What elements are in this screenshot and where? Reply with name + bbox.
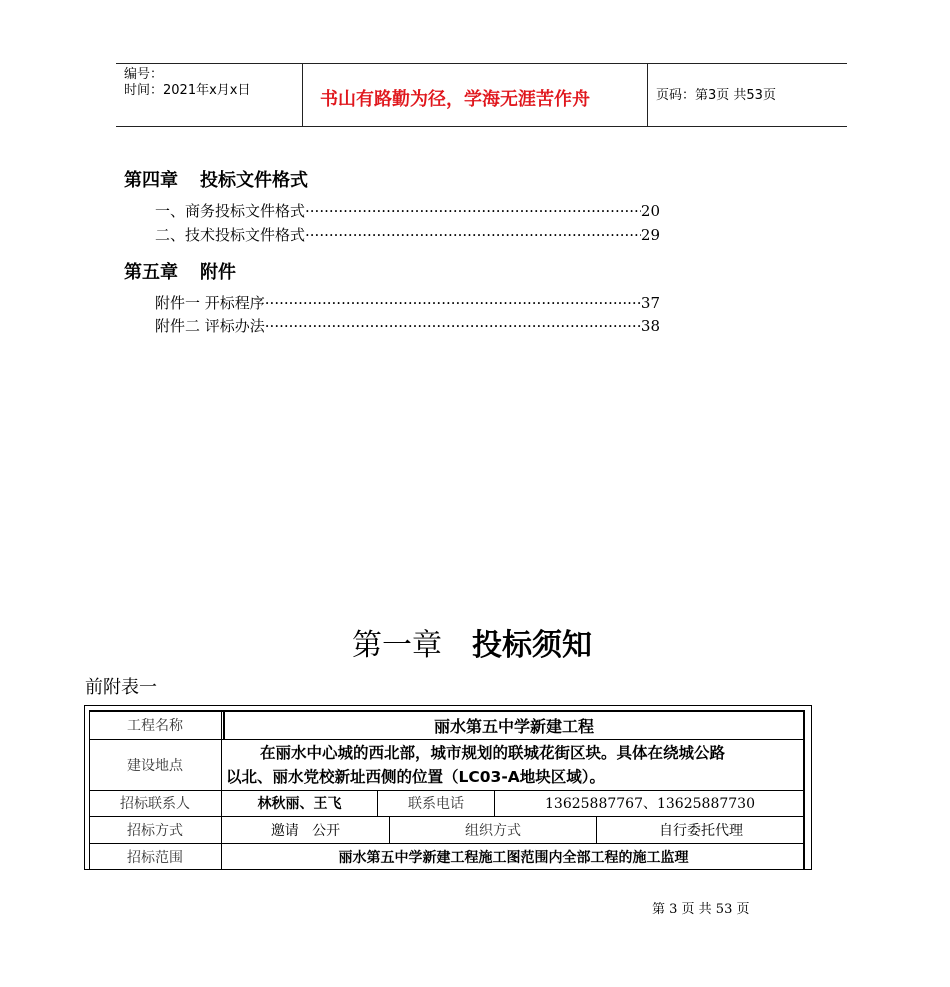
toc-entry-page: 20 <box>640 202 660 220</box>
header-top-rule <box>116 63 847 64</box>
toc-leader-dots <box>265 294 641 312</box>
header-divider-2 <box>647 63 648 126</box>
toc-entry[interactable] <box>155 315 660 337</box>
toc-entry-page: 38 <box>640 317 660 335</box>
toc-chapter-5-title: 附件 <box>200 262 236 283</box>
chapter-1-title: 投标须知 <box>472 628 592 663</box>
toc-chapter-5-heading <box>124 258 236 284</box>
toc-entry-title: 一、商务投标文件格式 <box>155 202 306 220</box>
cell-contact-value: 林秋丽、王飞 <box>257 796 342 812</box>
header-page-info: 页码：第3页 共53页 <box>656 88 776 103</box>
toc-entry-title: 附件一 开标程序 <box>155 294 265 312</box>
location-line-2: 以北、丽水党校新址西侧的位置（LC03-A地块区域）。 <box>226 768 606 786</box>
toc-leader-dots <box>305 202 641 220</box>
toc-leader-dots <box>305 226 641 244</box>
toc-entry-page: 29 <box>640 226 660 244</box>
toc-leader-dots <box>265 317 641 335</box>
toc-entry[interactable] <box>155 292 660 314</box>
doc-time-label: 时间：2021年x月x日 <box>124 83 251 98</box>
chapter-1-num: 第一章 <box>352 628 442 663</box>
toc-entry[interactable] <box>155 224 660 246</box>
cell-phone-label: 联系电话 <box>408 796 464 812</box>
cell-location-label: 建设地点 <box>127 757 183 774</box>
toc-chapter-5-num: 第五章 <box>124 262 178 283</box>
page-footer: 第 3 页 共 53 页 <box>652 902 750 917</box>
toc-chapter-4-num: 第四章 <box>124 170 178 191</box>
table-caption: 前附表一 <box>85 677 157 698</box>
chapter-1-heading <box>352 620 592 664</box>
toc-entry[interactable] <box>155 200 660 222</box>
cell-phone-value: 13625887767、13625887730 <box>545 796 755 812</box>
header-bottom-rule <box>116 126 847 127</box>
cell-project-name-value: 丽水第五中学新建工程 <box>433 716 594 736</box>
cell-scope-value: 丽水第五中学新建工程施工图范围内全部工程的施工监理 <box>338 849 689 866</box>
header-divider-1 <box>302 63 303 126</box>
location-line-1: 在丽水中心城的西北部，城市规划的联城花街区块。具体在绕城公路 <box>260 744 726 762</box>
cell-organization-value: 自行委托代理 <box>659 822 743 839</box>
toc-entry-title: 二、技术投标文件格式 <box>155 226 306 244</box>
cell-scope-label: 招标范围 <box>127 849 183 866</box>
toc-chapter-4-heading <box>124 166 308 192</box>
toc-chapter-4-title: 投标文件格式 <box>200 170 308 191</box>
toc-entry-page: 37 <box>640 294 660 312</box>
toc-entry-title: 附件二 评标办法 <box>155 317 265 335</box>
cell-contact-label: 招标联系人 <box>120 796 190 812</box>
header-motto: 书山有路勤为径，学海无涯苦作舟 <box>320 89 590 110</box>
cell-project-name-label: 工程名称 <box>127 718 183 734</box>
cell-bid-method-value: 邀请 公开 <box>270 822 341 839</box>
cell-organization-label: 组织方式 <box>465 822 521 839</box>
doc-number-label: 编号： <box>124 67 164 82</box>
cell-bid-method-label: 招标方式 <box>127 822 183 839</box>
cell-location-value <box>226 741 806 789</box>
